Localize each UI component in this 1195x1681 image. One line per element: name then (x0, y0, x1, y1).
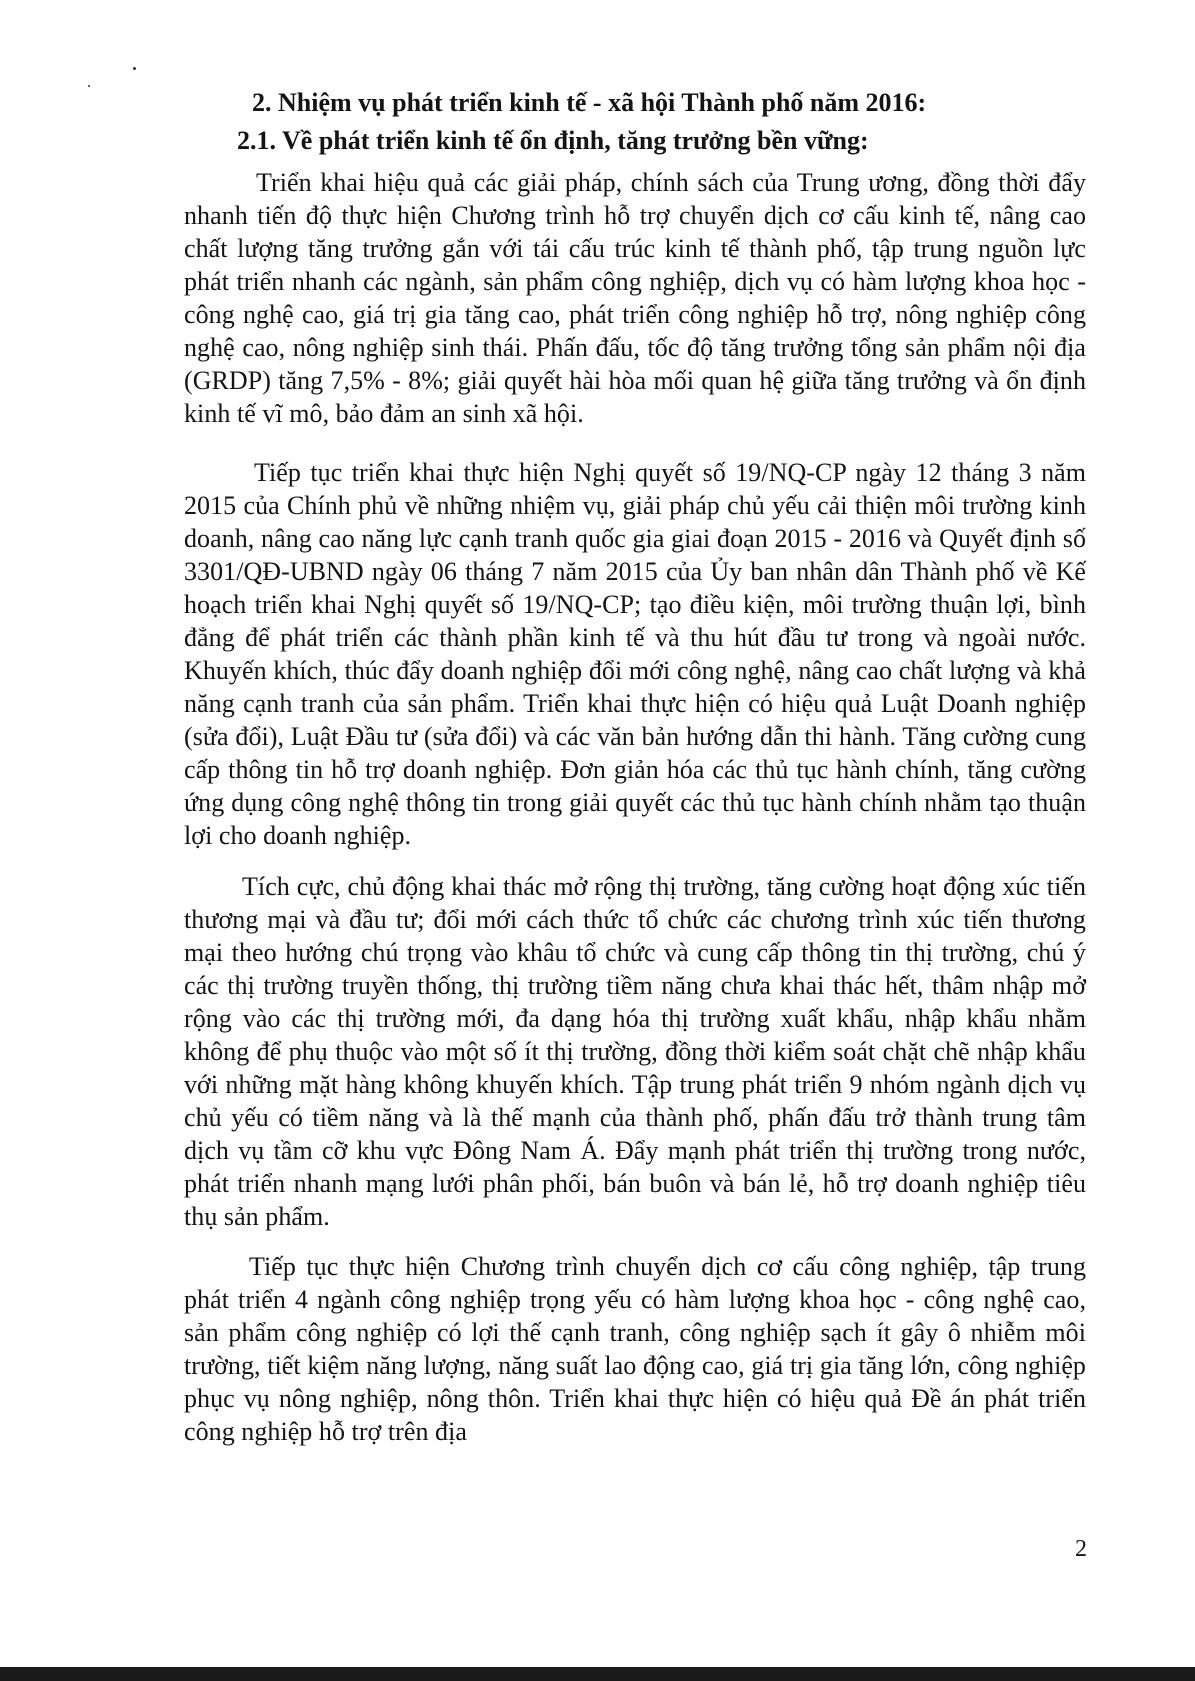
body-paragraph: Tích cực, chủ động khai thác mở rộng thị trường, tăng cường hoạt động xúc tiến thương mại và đầu tư; đổi mới cách thức tổ chức các chương trình xúc tiến thương mại theo hướng chú trọng vào khâu tổ chức và cung cấp thông tin thị trường, chú ý các thị trường truyền thống, thị trường tiềm năng chưa khai thác hết, thâm nhập mở rộng vào các thị trường mới, đa dạng hóa thị trường xuất khẩu, nhập khẩu nhằm không để phụ thuộc vào một số ít thị trường, đồng thời kiểm soát chặt chẽ nhập khẩu với những mặt hàng không khuyến khích. Tập trung phát triển 9 nhóm ngành dịch vụ chủ yếu có tiềm năng và là thế mạnh của thành phố, phấn đấu trở thành trung tâm dịch vụ tầm cỡ khu vực Đông Nam Á. Đẩy mạnh phát triển thị trường trong nước, phát triển nhanh mạng lưới phân phối, bán buôn và bán lẻ, hỗ trợ doanh nghiệp tiêu thụ sản phẩm. (184, 872, 1086, 1231)
page-number: 2 (1075, 1536, 1087, 1562)
scan-speck (133, 67, 136, 70)
section-heading: 2. Nhiệm vụ phát triển kinh tế - xã hội Thành phố năm 2016: (252, 88, 927, 117)
scan-speck (88, 85, 90, 87)
scan-edge-bar (0, 1667, 1195, 1681)
body-paragraph: Triển khai hiệu quả các giải pháp, chính sách của Trung ương, đồng thời đẩy nhanh tiến độ thực hiện Chương trình hỗ trợ chuyển dịch cơ cấu kinh tế, nâng cao chất lượng tăng trưởng gắn với tái cấu trúc kinh tế thành phố, tập trung nguồn lực phát triển nhanh các ngành, sản phẩm công nghiệp, dịch vụ có hàm lượng khoa học - công nghệ cao, giá trị gia tăng cao, phát triển công nghiệp hỗ trợ, nông nghiệp công nghệ cao, nông nghiệp sinh thái. Phấn đấu, tốc độ tăng trưởng tổng sản phẩm nội địa (GRDP) tăng 7,5% - 8%; giải quyết hài hòa mối quan hệ giữa tăng trưởng và ổn định kinh tế vĩ mô, bảo đảm an sinh xã hội. (184, 168, 1086, 428)
subsection-heading: 2.1. Về phát triển kinh tế ổn định, tăng trưởng bền vững: (237, 126, 869, 155)
body-paragraph: Tiếp tục triển khai thực hiện Nghị quyết số 19/NQ-CP ngày 12 tháng 3 năm 2015 của Chính phủ về những nhiệm vụ, giải pháp chủ yếu cải thiện môi trường kinh doanh, nâng cao năng lực cạnh tranh quốc gia giai đoạn 2015 - 2016 và Quyết định số 3301/QĐ-UBND ngày 06 tháng 7 năm 2015 của Ủy ban nhân dân Thành phố về Kế hoạch triển khai Nghị quyết số 19/NQ-CP; tạo điều kiện, môi trường thuận lợi, bình đẳng để phát triển các thành phần kinh tế và thu hút đầu tư trong và ngoài nước. Khuyến khích, thúc đẩy doanh nghiệp đổi mới công nghệ, nâng cao chất lượng và khả năng cạnh tranh của sản phẩm. Triển khai thực hiện có hiệu quả Luật Doanh nghiệp (sửa đổi), Luật Đầu tư (sửa đổi) và các văn bản hướng dẫn thi hành. Tăng cường cung cấp thông tin hỗ trợ doanh nghiệp. Đơn giản hóa các thủ tục hành chính, tăng cường ứng dụng công nghệ thông tin trong giải quyết các thủ tục hành chính nhằm tạo thuận lợi cho doanh nghiệp. (184, 458, 1086, 850)
body-paragraph: Tiếp tục thực hiện Chương trình chuyển dịch cơ cấu công nghiệp, tập trung phát triển 4 ngành công nghiệp trọng yếu có hàm lượng khoa học - công nghệ cao, sản phẩm công nghiệp có lợi thế cạnh tranh, công nghiệp sạch ít gây ô nhiễm môi trường, tiết kiệm năng lượng, năng suất lao động cao, giá trị gia tăng lớn, công nghiệp phục vụ nông nghiệp, nông thôn. Triển khai thực hiện có hiệu quả Đề án phát triển công nghiệp hỗ trợ trên địa (184, 1252, 1086, 1446)
